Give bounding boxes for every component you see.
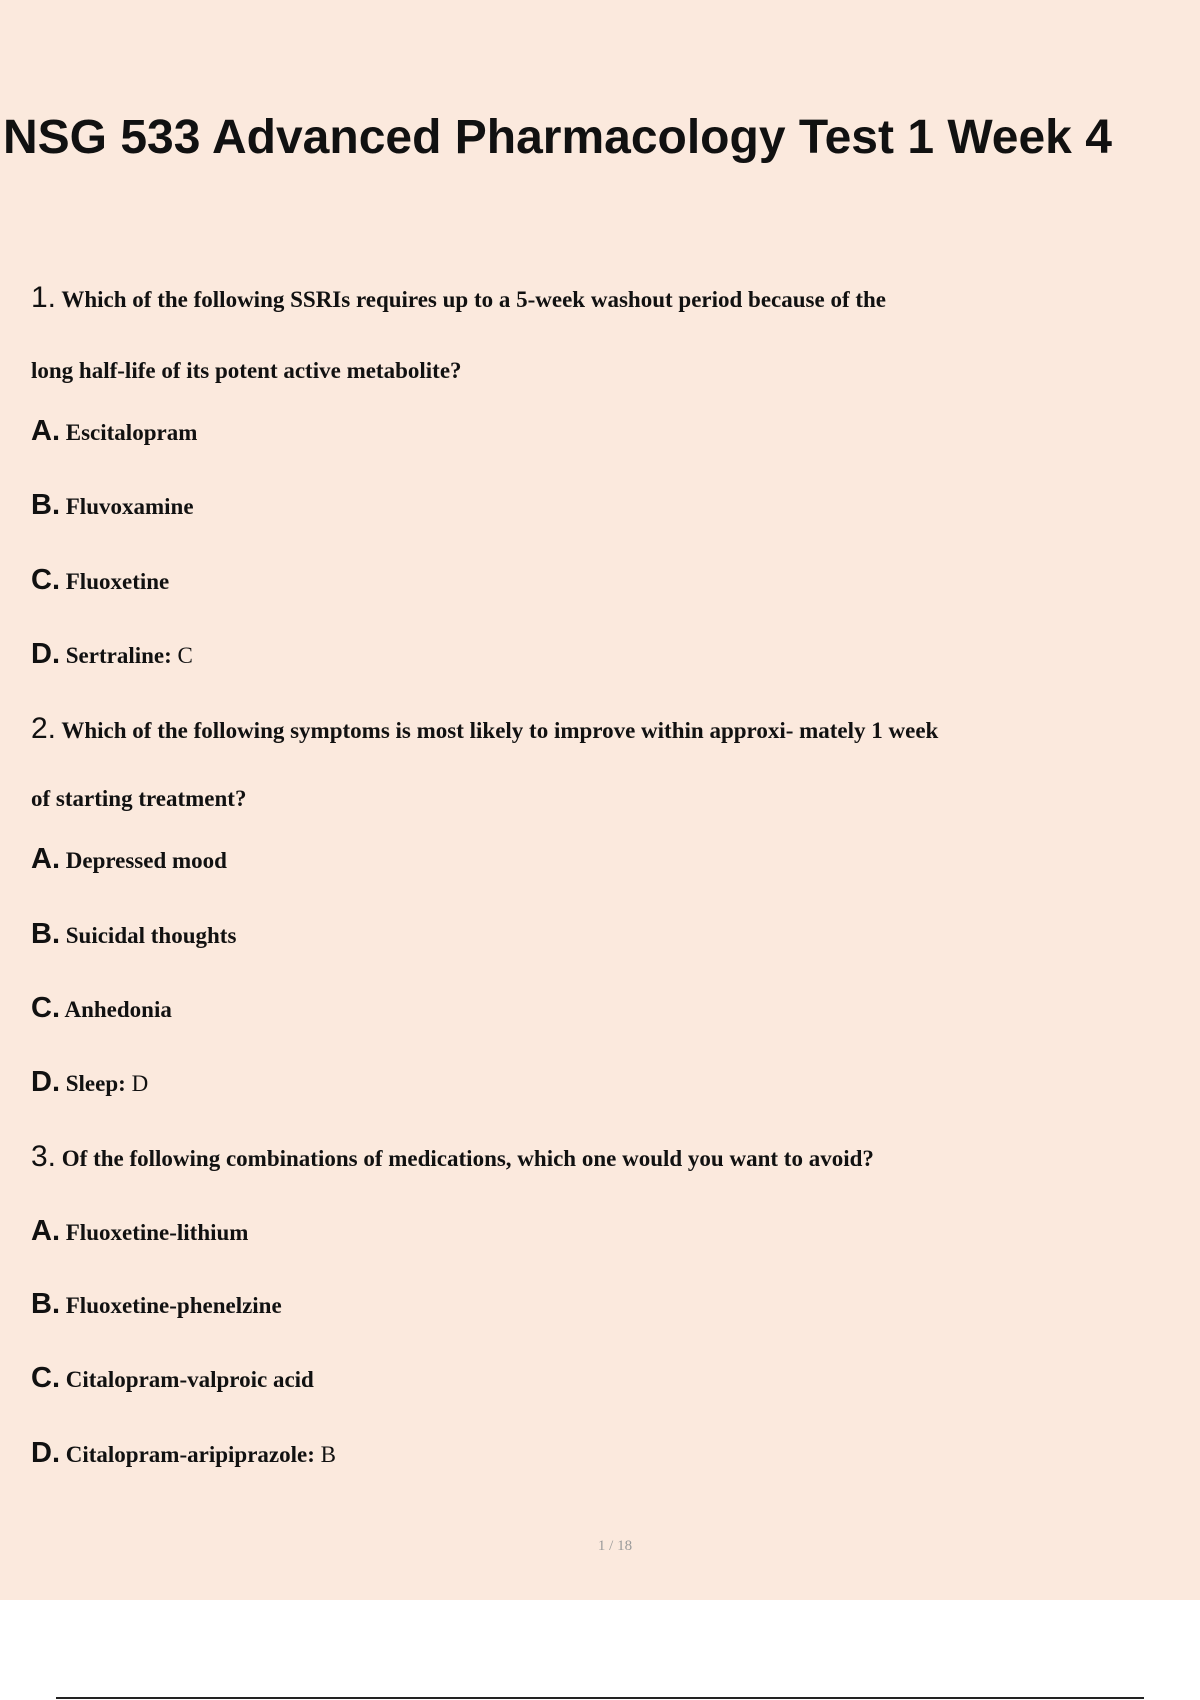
option-text: Citalopram-valproic acid: [65, 1367, 314, 1392]
option-c: [31, 564, 169, 597]
option-text: Fluoxetine-phenelzine: [65, 1293, 282, 1318]
option-d: [31, 638, 193, 671]
option-text: Citalopram-aripiprazole:: [65, 1442, 315, 1467]
option-b: [31, 918, 236, 951]
option-text: Fluoxetine: [65, 569, 170, 594]
option-b: [31, 489, 194, 522]
option-letter: B.: [31, 489, 60, 521]
option-text: Suicidal thoughts: [65, 923, 237, 948]
question-number: 2.: [31, 712, 57, 745]
option-letter: C.: [31, 1362, 60, 1394]
option-c: [31, 1362, 314, 1395]
option-text: Escitalopram: [65, 420, 198, 445]
option-letter: A.: [31, 415, 60, 447]
option-letter: D.: [31, 1437, 60, 1469]
question-text: Which of the following symptoms is most likely to improve within approxi- mately 1 week: [61, 718, 939, 743]
answer-key: B: [320, 1442, 336, 1467]
question-number: 1.: [31, 281, 57, 314]
option-letter: D.: [31, 1066, 60, 1098]
option-c: [31, 992, 172, 1025]
option-text: Fluvoxamine: [65, 494, 194, 519]
option-text: Fluoxetine-lithium: [65, 1220, 249, 1245]
option-a: [31, 843, 227, 876]
option-letter: A.: [31, 843, 60, 875]
answer-key: C: [177, 643, 193, 668]
option-letter: C.: [31, 564, 60, 596]
option-d: [31, 1437, 336, 1470]
option-text: Sertraline:: [65, 643, 172, 668]
question-text: Which of the following SSRIs requires up to a 5-week washout period because of the: [61, 287, 887, 312]
question-1: [31, 281, 886, 315]
question-text: Of the following combinations of medications, which one would you want to avoid?: [61, 1146, 874, 1171]
option-text: Depressed mood: [65, 848, 227, 873]
option-a: [31, 1215, 248, 1248]
option-d: [31, 1066, 148, 1099]
question-number: 3.: [31, 1140, 57, 1173]
option-a: [31, 415, 197, 448]
question-1-continuation: [31, 358, 462, 384]
question-3: [31, 1140, 874, 1174]
question-text: of starting treatment?: [31, 786, 247, 811]
question-2-continuation: [31, 786, 246, 812]
question-text: long half-life of its potent active metabolite?: [31, 358, 462, 383]
question-2: [31, 712, 938, 746]
option-letter: A.: [31, 1215, 60, 1247]
answer-key: D: [131, 1071, 149, 1096]
option-letter: B.: [31, 918, 60, 950]
option-text: Anhedonia: [64, 997, 172, 1022]
option-letter: B.: [31, 1288, 60, 1320]
option-letter: D.: [31, 638, 60, 670]
document-title: NSG 533 Advanced Pharmacology Test 1 Week 4: [3, 111, 1112, 164]
page-divider: [56, 1697, 1144, 1699]
option-letter: C.: [31, 992, 60, 1024]
option-text: Sleep:: [65, 1071, 126, 1096]
option-b: [31, 1288, 282, 1321]
page-number: 1 / 18: [597, 1538, 633, 1554]
